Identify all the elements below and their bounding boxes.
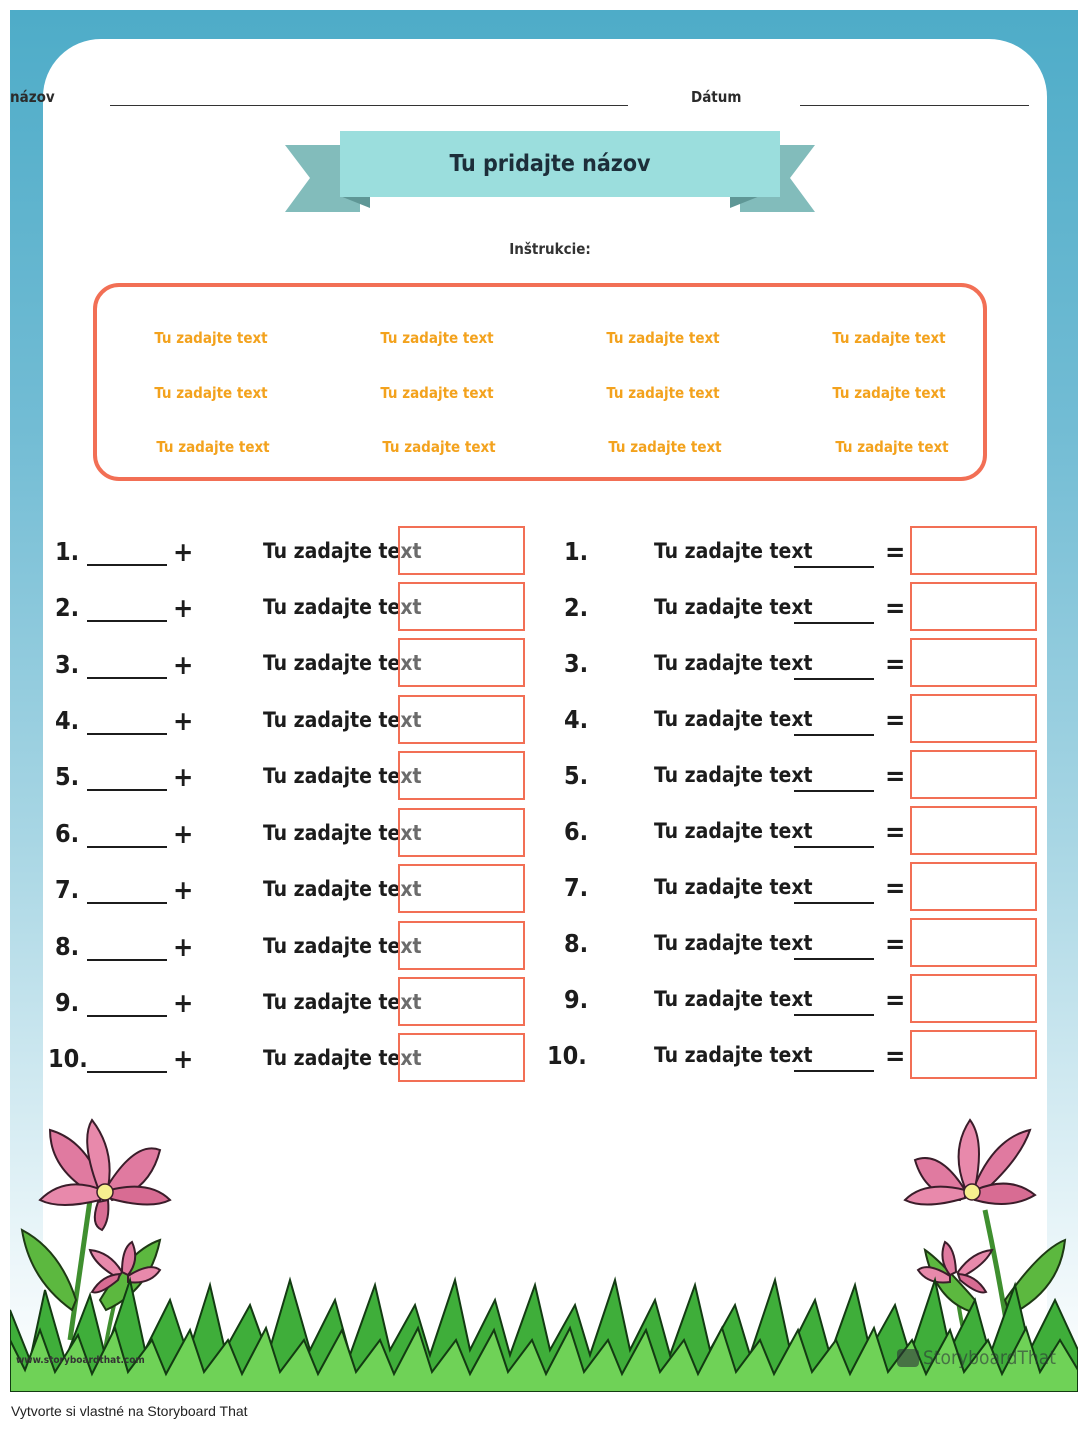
problem-number: 3. [55, 650, 80, 679]
worksheet-title[interactable]: Tu pridajte názov [449, 151, 651, 177]
problem-text[interactable]: Tu zadajte text [263, 539, 422, 563]
problem-text[interactable]: Tu zadajte text [263, 708, 422, 732]
plus-operator: + [173, 706, 194, 737]
word-bank-item[interactable]: Tu zadajte text [154, 384, 268, 402]
problem-text[interactable]: Tu zadajte text [263, 821, 422, 845]
problem-number: 8. [55, 932, 80, 961]
plus-operator: + [173, 1044, 194, 1075]
problem-number: 5. [564, 761, 589, 790]
equals-operator: = [885, 649, 906, 680]
word-bank-item[interactable]: Tu zadajte text [835, 438, 949, 456]
storyboardthat-logo[interactable] [897, 1346, 1057, 1370]
problem-number: 5. [55, 762, 80, 791]
problem-text[interactable]: Tu zadajte text [654, 1043, 813, 1067]
problem-text[interactable]: Tu zadajte text [263, 764, 422, 788]
answer-box[interactable] [910, 638, 1037, 687]
answer-blank[interactable] [87, 1071, 167, 1073]
problem-text[interactable]: Tu zadajte text [263, 595, 422, 619]
problem-number: 4. [564, 705, 589, 734]
answer-blank[interactable] [87, 789, 167, 791]
problem-number: 2. [55, 593, 80, 622]
answer-box[interactable] [398, 695, 525, 744]
name-field-line[interactable] [110, 105, 628, 106]
plus-operator: + [173, 650, 194, 681]
problem-text[interactable]: Tu zadajte text [654, 819, 813, 843]
answer-blank[interactable] [794, 1014, 874, 1016]
answer-box[interactable] [398, 921, 525, 970]
plus-operator: + [173, 875, 194, 906]
answer-blank[interactable] [87, 1015, 167, 1017]
logo-text: StoryboardThat [923, 1347, 1056, 1369]
answer-blank[interactable] [794, 622, 874, 624]
word-bank-item[interactable]: Tu zadajte text [606, 384, 720, 402]
watermark-url[interactable]: www.storyboardthat.com [16, 1355, 145, 1366]
problem-text[interactable]: Tu zadajte text [654, 931, 813, 955]
plus-operator: + [173, 819, 194, 850]
problem-text[interactable]: Tu zadajte text [654, 651, 813, 675]
answer-box[interactable] [910, 806, 1037, 855]
equals-operator: = [885, 817, 906, 848]
problem-text[interactable]: Tu zadajte text [263, 877, 422, 901]
equals-operator: = [885, 873, 906, 904]
answer-box[interactable] [398, 1033, 525, 1082]
answer-blank[interactable] [87, 733, 167, 735]
plus-operator: + [173, 537, 194, 568]
answer-box[interactable] [398, 864, 525, 913]
problem-text[interactable]: Tu zadajte text [654, 763, 813, 787]
equals-operator: = [885, 1041, 906, 1072]
problem-text[interactable]: Tu zadajte text [654, 707, 813, 731]
word-bank-item[interactable]: Tu zadajte text [832, 329, 946, 347]
answer-blank[interactable] [794, 790, 874, 792]
problem-text[interactable]: Tu zadajte text [654, 595, 813, 619]
word-bank-item[interactable]: Tu zadajte text [154, 329, 268, 347]
equals-operator: = [885, 985, 906, 1016]
answer-box[interactable] [398, 526, 525, 575]
answer-box[interactable] [910, 582, 1037, 631]
answer-box[interactable] [910, 974, 1037, 1023]
problem-number: 6. [564, 817, 589, 846]
word-bank-item[interactable]: Tu zadajte text [382, 438, 496, 456]
answer-box[interactable] [910, 1030, 1037, 1079]
problem-number: 6. [55, 819, 80, 848]
answer-blank[interactable] [794, 1070, 874, 1072]
problem-number: 10. [547, 1041, 587, 1070]
problem-number: 7. [55, 875, 80, 904]
answer-blank[interactable] [87, 677, 167, 679]
answer-box[interactable] [910, 694, 1037, 743]
answer-blank[interactable] [794, 958, 874, 960]
date-field-line[interactable] [800, 105, 1029, 106]
equals-operator: = [885, 537, 906, 568]
equals-operator: = [885, 705, 906, 736]
equals-operator: = [885, 761, 906, 792]
problem-number: 1. [55, 537, 80, 566]
answer-blank[interactable] [87, 846, 167, 848]
plus-operator: + [173, 932, 194, 963]
problem-number: 10. [48, 1044, 88, 1073]
answer-box[interactable] [910, 862, 1037, 911]
chat-bubble-icon [897, 1349, 919, 1367]
problem-number: 1. [564, 537, 589, 566]
equals-operator: = [885, 929, 906, 960]
plus-operator: + [173, 593, 194, 624]
answer-box[interactable] [910, 750, 1037, 799]
answer-blank[interactable] [794, 902, 874, 904]
problem-number: 7. [564, 873, 589, 902]
answer-blank[interactable] [87, 564, 167, 566]
problem-text[interactable]: Tu zadajte text [263, 651, 422, 675]
name-label: názov [10, 88, 55, 106]
problem-text[interactable]: Tu zadajte text [263, 934, 422, 958]
problem-number: 2. [564, 593, 589, 622]
answer-box[interactable] [910, 918, 1037, 967]
word-bank-item[interactable]: Tu zadajte text [380, 329, 494, 347]
plus-operator: + [173, 762, 194, 793]
answer-box[interactable] [910, 526, 1037, 575]
date-label: Dátum [691, 88, 742, 106]
equals-operator: = [885, 593, 906, 624]
problem-text[interactable]: Tu zadajte text [654, 875, 813, 899]
footer-credit[interactable]: Vytvorte si vlastné na Storyboard That [11, 1403, 248, 1419]
word-bank-item[interactable]: Tu zadajte text [380, 384, 494, 402]
problem-text[interactable]: Tu zadajte text [263, 990, 422, 1014]
answer-box[interactable] [398, 582, 525, 631]
answer-blank[interactable] [794, 734, 874, 736]
answer-blank[interactable] [87, 902, 167, 904]
problem-number: 8. [564, 929, 589, 958]
word-bank-item[interactable]: Tu zadajte text [608, 438, 722, 456]
problem-text[interactable]: Tu zadajte text [654, 987, 813, 1011]
word-bank-item[interactable]: Tu zadajte text [156, 438, 270, 456]
problem-text[interactable]: Tu zadajte text [263, 1046, 422, 1070]
answer-box[interactable] [398, 808, 525, 857]
instructions-label: Inštrukcie: [509, 240, 591, 258]
word-bank-item[interactable]: Tu zadajte text [606, 329, 720, 347]
answer-box[interactable] [398, 977, 525, 1026]
word-bank-item[interactable]: Tu zadajte text [832, 384, 946, 402]
answer-box[interactable] [398, 751, 525, 800]
answer-blank[interactable] [87, 959, 167, 961]
answer-blank[interactable] [87, 620, 167, 622]
problem-text[interactable]: Tu zadajte text [654, 539, 813, 563]
problem-number: 9. [564, 985, 589, 1014]
problem-number: 4. [55, 706, 80, 735]
answer-blank[interactable] [794, 846, 874, 848]
problem-number: 9. [55, 988, 80, 1017]
answer-blank[interactable] [794, 678, 874, 680]
answer-blank[interactable] [794, 566, 874, 568]
plus-operator: + [173, 988, 194, 1019]
answer-box[interactable] [398, 638, 525, 687]
problem-number: 3. [564, 649, 589, 678]
